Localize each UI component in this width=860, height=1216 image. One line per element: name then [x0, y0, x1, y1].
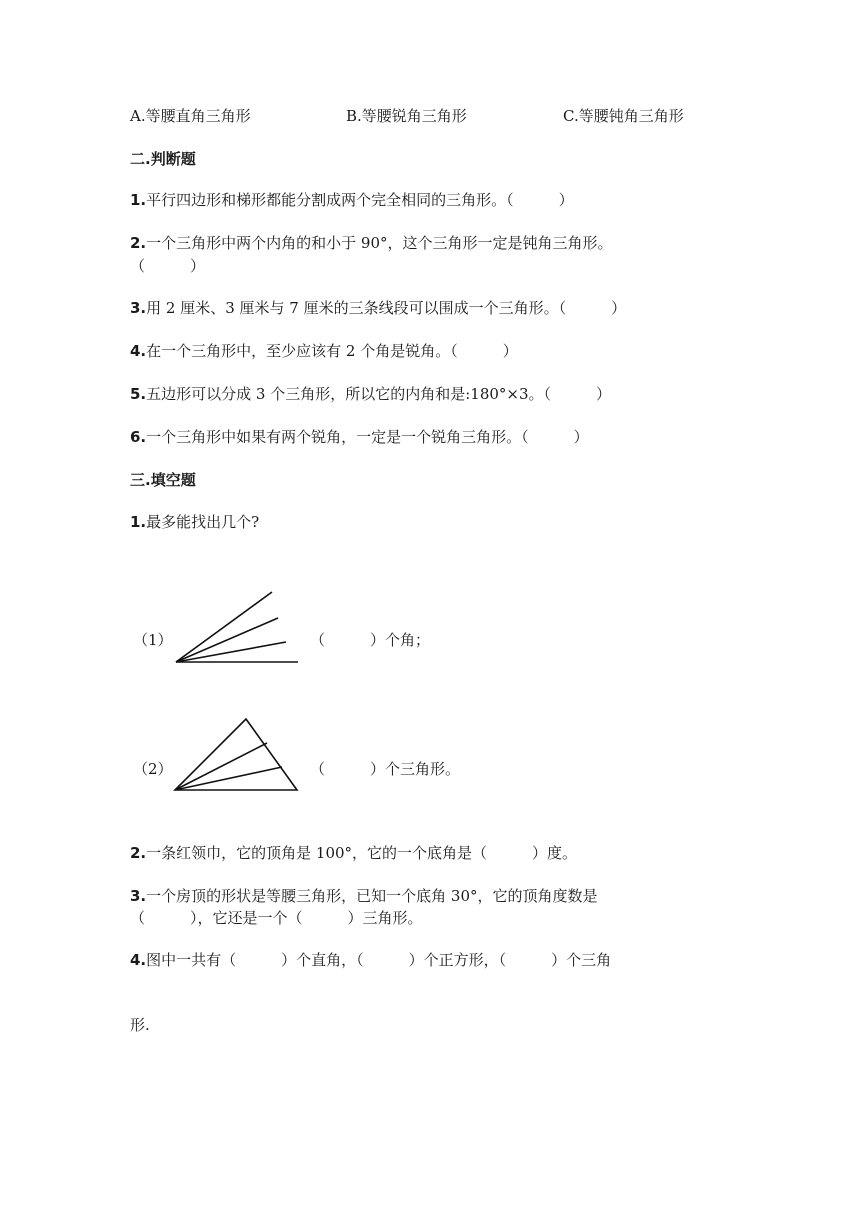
- part-2-label: （2）: [133, 760, 173, 778]
- question-text: 一个三角形中两个内角的和小于 90°，这个三角形一定是钝角三角形。: [146, 234, 613, 252]
- fill-question-4-line-2: 形.: [130, 1016, 150, 1034]
- option-a: A.等腰直角三角形: [130, 107, 251, 125]
- question-text: 一个房顶的形状是等腰三角形，已知一个底角 30°，它的顶角度数是: [146, 887, 598, 905]
- fill-question-3-line-2: （ ），它还是一个（ ）三角形。: [130, 909, 423, 927]
- judge-question-2-answer-blank: （ ）: [130, 257, 206, 275]
- question-number: 4.: [130, 342, 147, 360]
- question-text: 用 2 厘米、3 厘米与 7 厘米的三条线段可以围成一个三角形。（ ）: [146, 299, 627, 317]
- question-number: 3.: [130, 299, 147, 317]
- judge-question-5: [130, 384, 611, 404]
- part-2-answer-blank: （ ）个三角形。: [310, 760, 461, 778]
- question-number: 6.: [130, 428, 147, 446]
- outer-triangle: [175, 719, 297, 790]
- judge-question-3: [130, 298, 626, 318]
- fill-question-2: [130, 843, 577, 863]
- question-number: 3.: [130, 887, 147, 905]
- question-text: 平行四边形和梯形都能分割成两个完全相同的三角形。（ ）: [146, 191, 574, 209]
- question-text: 最多能找出几个?: [146, 513, 260, 531]
- fill-question-1: [130, 512, 259, 532]
- fill-question-3: [130, 886, 598, 906]
- question-text: 在一个三角形中，至少应该有 2 个角是锐角。（ ）: [146, 342, 518, 360]
- angles-figure: [170, 586, 305, 668]
- question-text: 图中一共有（ ）个直角，（ ）个正方形，（ ）个三角: [146, 951, 612, 969]
- inner-line-2: [175, 767, 282, 790]
- question-number: 2.: [130, 844, 147, 862]
- section-2-title: 二.判断题: [130, 150, 196, 168]
- question-number: 1.: [130, 513, 147, 531]
- question-text: 五边形可以分成 3 个三角形，所以它的内角和是:180°×3。（ ）: [146, 385, 612, 403]
- option-c: C.等腰钝角三角形: [563, 107, 684, 125]
- question-text: 一条红领巾，它的顶角是 100°，它的一个底角是（ ）度。: [146, 844, 578, 862]
- ray-3: [176, 642, 286, 662]
- part-1-label: （1）: [133, 631, 173, 649]
- triangles-figure: [170, 714, 305, 796]
- question-number: 4.: [130, 951, 147, 969]
- judge-question-6: [130, 427, 589, 447]
- question-number: 2.: [130, 234, 147, 252]
- inner-line-1: [175, 743, 267, 790]
- question-text: 一个三角形中如果有两个锐角，一定是一个锐角三角形。（ ）: [146, 428, 589, 446]
- judge-question-4: [130, 341, 518, 361]
- judge-question-1: [130, 190, 574, 210]
- section-3-title: 三.填空题: [130, 471, 196, 489]
- question-number: 5.: [130, 385, 147, 403]
- judge-question-2: [130, 233, 613, 253]
- question-number: 1.: [130, 191, 147, 209]
- fill-question-4: [130, 950, 611, 970]
- part-1-answer-blank: （ ）个角；: [310, 631, 431, 649]
- option-b: B.等腰锐角三角形: [346, 107, 467, 125]
